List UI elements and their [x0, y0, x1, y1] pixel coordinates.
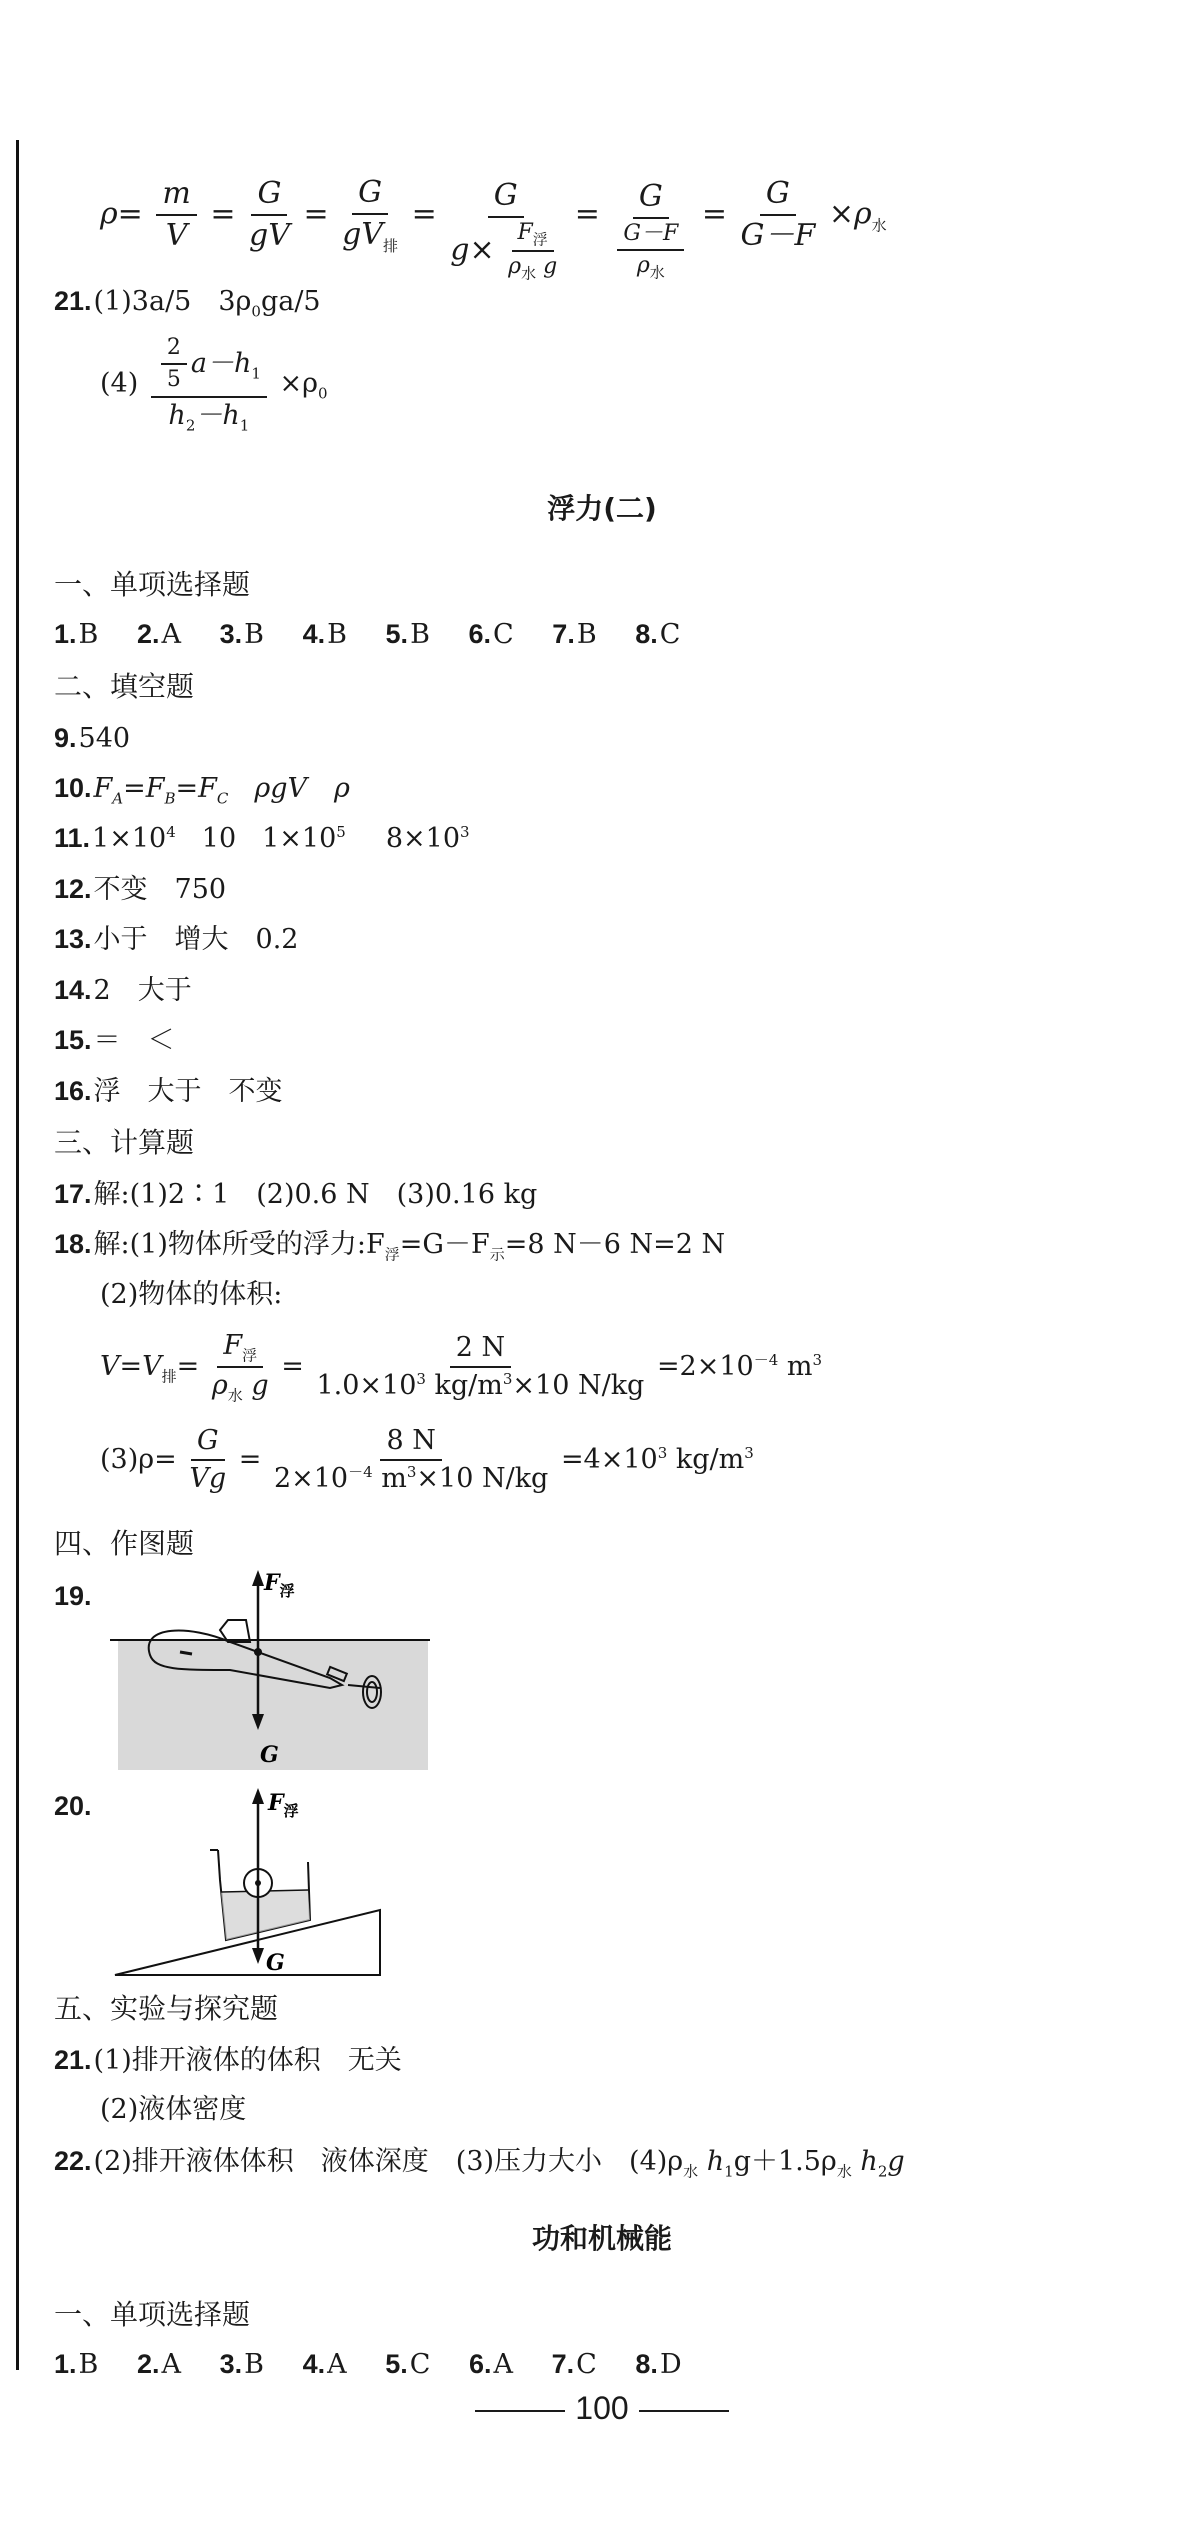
q17: 17.解:(1)2∶1 (2)0.6 N (3)0.16 kg: [54, 1179, 538, 1210]
q21-line2: (2)液体密度: [100, 2094, 247, 2125]
q21-prev-part1: 21.(1)3a/5 $3\rho_0ga/5$: [54, 286, 321, 321]
page-number: 100: [0, 2390, 1204, 2427]
q18-line2: (2)物体的体积:: [100, 1279, 283, 1310]
section-title-fuli: 浮力(二): [547, 492, 657, 525]
q12: 12.不变 750: [54, 874, 227, 905]
q11: $11.1\times 10^4$ 10 $1\times 10^5$ $8\times 10^3$: [54, 823, 470, 854]
q20-diagram: [100, 1780, 400, 1980]
q20-force-up-label: $F_浮$: [268, 1790, 299, 1820]
q19-number: 19.: [54, 1581, 92, 1611]
density-formula: ρ= $\frac{m}{V}$ = $\frac{G}{gV}$ = $\frac{G}{gV_排}$ = G g× $\frac{F_浮}{\rho_水 g}$ = $\frac{G}{\frac{G-F}{\rho_水}}$ = $\frac{G}{G-F}$ $\times\rho_水$: [100, 175, 887, 283]
q20-number: 20.: [54, 1791, 92, 1821]
q18-line1: 18.解:(1)物体所受的浮力$:F_浮=G-F_示=8$ N－6 N=2 N: [54, 1229, 726, 1264]
q19-force-down-label: G: [260, 1742, 279, 1768]
q15: 15.＝ ＜: [54, 1025, 175, 1056]
q20-force-down-label: G: [266, 1950, 285, 1976]
q16: 16.浮 大于 不变: [54, 1076, 283, 1107]
section-single-choice: 一、单项选择题: [54, 568, 251, 601]
q22: 22.(2)排开液体体积 液体深度 (3)压力大小 $(4)\rho_水$ $h_1g+1.5\rho_水$ $h_2g$: [54, 2146, 905, 2181]
section-single-choice-gong: 一、单项选择题: [54, 2298, 251, 2331]
section-fill-blank: 二、填空题: [54, 670, 195, 703]
left-margin-rule: [16, 140, 19, 2370]
q19-diagram: [100, 1570, 440, 1770]
q18-volume-formula: $V=V_排=$ $\frac{F_浮}{\rho_水 g}$ = $\frac{2 N}{1.0\times 10^3 kg/m^3\times 10 N/kg}$ $=2\times 10^{-4}$ $m^3$: [100, 1330, 822, 1405]
section-calculation: 三、计算题: [54, 1126, 195, 1159]
mc-answers-gong: 1.B 2.A 3.B 4.A 5.C 6.A 7.C 8.D: [54, 2349, 682, 2380]
section-title-gong: 功和机械能: [531, 2222, 672, 2255]
q19-force-up-label: $F_浮$: [264, 1570, 295, 1600]
mc-answers-fuli: 1.B 2.A 3.B 4.B 5.B 6.C 7.B 8.C: [54, 619, 681, 650]
q10: $10.F_A=F_B=F_C$ ρgV ρ: [54, 773, 350, 808]
q13: 13.小于 增大 0.2: [54, 924, 299, 955]
q21-prev-part4: (4) $\frac{2}{5}$ $a-h_1$ $h_2-h_1$ $\times\rho_0$: [100, 335, 328, 435]
q9: 9.540: [54, 723, 131, 754]
q14: 14.2 大于: [54, 975, 192, 1006]
q18-density-formula: (3)ρ= $\frac{G}{Vg}$ = $\frac{8 N}{2\times 10^{-4} m^3\times 10 N/kg}$ $=4\times 10^3$ $kg/m^3$: [100, 1425, 754, 1495]
section-experiment: 五、实验与探究题: [54, 1992, 279, 2025]
section-drawing: 四、作图题: [54, 1527, 195, 1560]
q21-line1: 21.(1)排开液体的体积 无关: [54, 2045, 402, 2076]
